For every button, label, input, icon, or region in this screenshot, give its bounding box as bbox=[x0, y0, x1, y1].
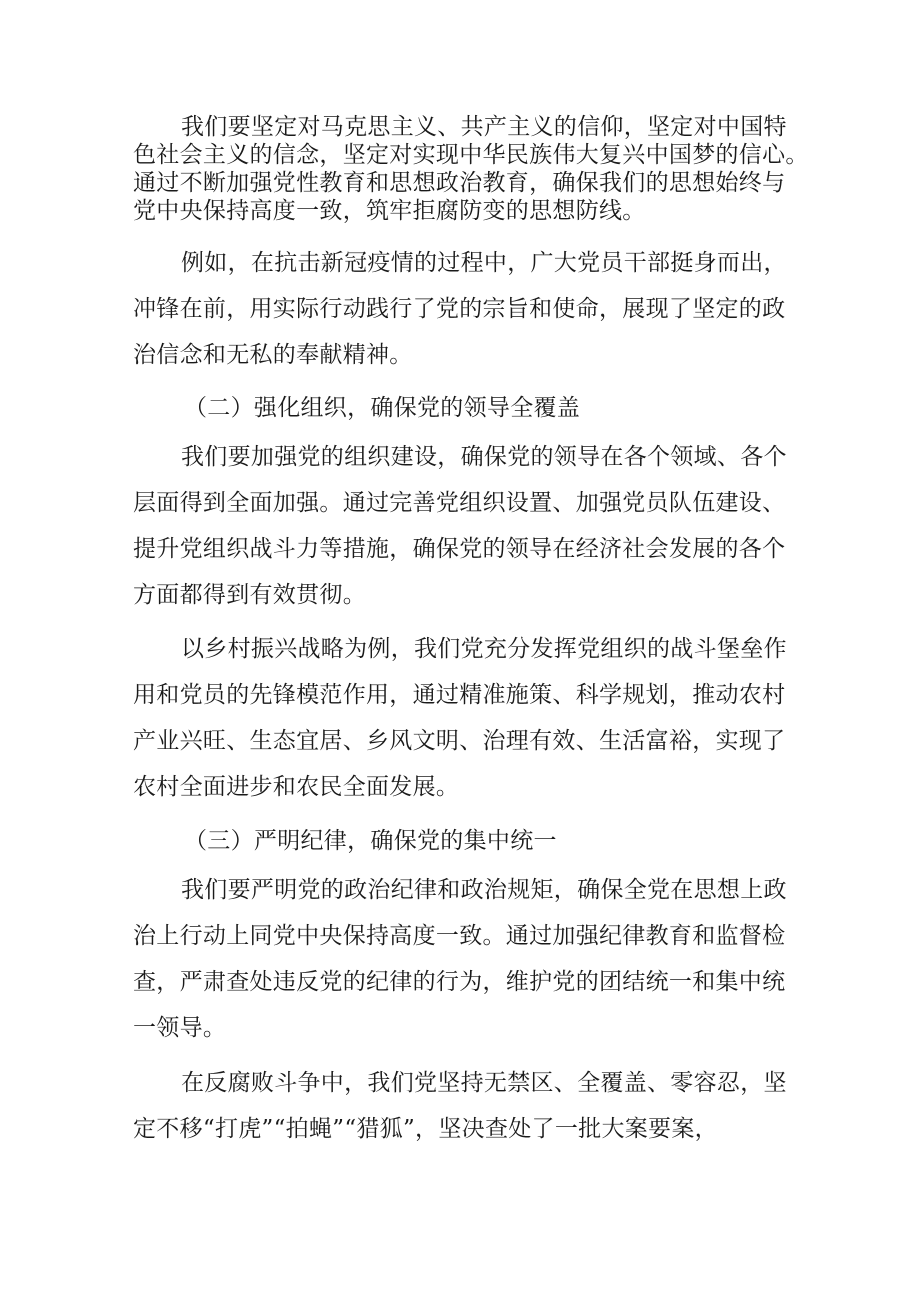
paragraph-line: 在反腐败斗争中，我们党坚持无禁区、全覆盖、零容忍，坚 bbox=[181, 1070, 787, 1096]
paragraph-line: 治信念和无私的奉献精神。 bbox=[133, 342, 413, 368]
paragraph-line: 提升党组织战斗力等措施，确保党的领导在经济社会发展的各个 bbox=[133, 536, 786, 562]
paragraph-line: 我们要严明党的政治纪律和政治规矩，确保全党在思想上政 bbox=[181, 877, 787, 903]
paragraph-line: 定不移“打虎”“拍蝇”“猎狐”，坚决查处了一批大案要案， bbox=[133, 1116, 718, 1142]
paragraph-6 bbox=[133, 1060, 793, 1152]
paragraph-1 bbox=[133, 113, 809, 225]
paragraph-line: 例如，在抗击新冠疫情的过程中，广大党员干部挺身而出， bbox=[181, 250, 787, 276]
paragraph-line: 我们要加强党的组织建设，确保党的领导在各个领域、各个 bbox=[181, 444, 787, 470]
paragraph-line: 色社会主义的信念，坚定对实现中华民族伟大复兴中国梦的信心。 bbox=[133, 142, 809, 168]
section-heading-3: （三）严明纪律，确保党的集中统一 bbox=[184, 828, 557, 854]
paragraph-line: 层面得到全面加强。通过完善党组织设置、加强党员队伍建设、 bbox=[133, 490, 786, 516]
paragraph-5 bbox=[133, 867, 793, 1051]
paragraph-4 bbox=[133, 626, 793, 810]
paragraph-line: 治上行动上同党中央保持高度一致。通过加强纪律教育和监督检 bbox=[133, 923, 786, 949]
paragraph-line: 冲锋在前，用实际行动践行了党的宗旨和使命，展现了坚定的政 bbox=[133, 296, 786, 322]
paragraph-line: 一领导。 bbox=[133, 1015, 227, 1041]
paragraph-line: 产业兴旺、生态宜居、乡风文明、治理有效、生活富裕，实现了 bbox=[133, 728, 786, 754]
paragraph-line: 我们要坚定对马克思主义、共产主义的信仰，坚定对中国特 bbox=[181, 114, 787, 140]
paragraph-line: 查，严肃查处违反党的纪律的行为，维护党的团结统一和集中统 bbox=[133, 969, 786, 995]
section-heading-2: （二）强化组织，确保党的领导全覆盖 bbox=[184, 395, 581, 421]
paragraph-line: 用和党员的先锋模范作用，通过精准施策、科学规划，推动农村 bbox=[133, 682, 786, 708]
paragraph-3 bbox=[133, 434, 793, 618]
paragraph-line: 通过不断加强党性教育和思想政治教育，确保我们的思想始终与 bbox=[133, 170, 786, 196]
paragraph-line: 农村全面进步和农民全面发展。 bbox=[133, 774, 460, 800]
paragraph-line: 方面都得到有效贯彻。 bbox=[133, 582, 366, 608]
paragraph-2 bbox=[133, 240, 793, 378]
paragraph-line: 党中央保持高度一致，筑牢拒腐防变的思想防线。 bbox=[133, 198, 646, 224]
paragraph-line: 以乡村振兴战略为例，我们党充分发挥党组织的战斗堡垒作 bbox=[181, 636, 787, 662]
